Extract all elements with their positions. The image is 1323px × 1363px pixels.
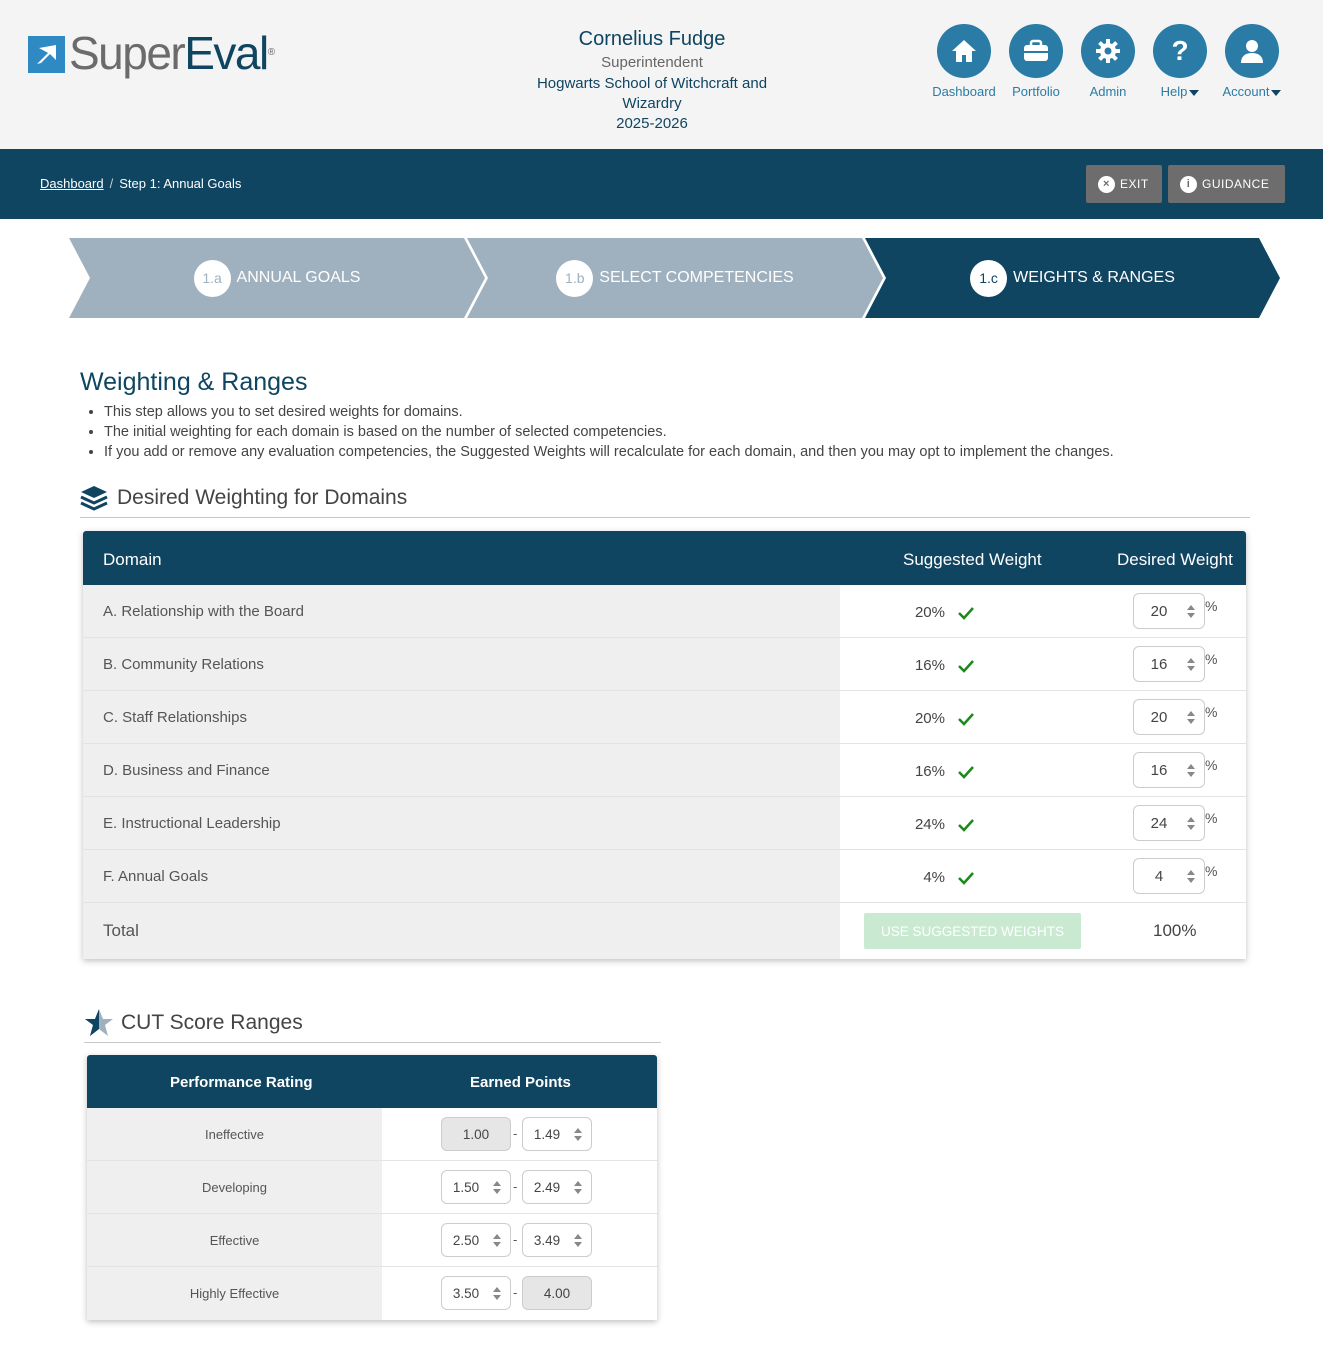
stepper-arrows-icon[interactable] (1184, 870, 1198, 883)
stepper-arrows-icon[interactable] (1184, 817, 1198, 830)
domain-weights-table (83, 531, 1246, 959)
step-wizard (69, 238, 1281, 318)
user-info (502, 26, 802, 134)
domain-name: F. Annual Goals (83, 850, 840, 902)
chevron-down-icon (1189, 90, 1199, 96)
percent-sign: % (1205, 598, 1218, 614)
nav-account[interactable]: Account (1216, 24, 1288, 99)
max-points-stepper[interactable]: 3.49 (522, 1223, 592, 1257)
total-value: 100% (1153, 921, 1197, 940)
check-icon (957, 871, 975, 885)
user-school: Hogwarts School of Witchcraft and (536, 75, 768, 92)
user-role: Superintendent (601, 54, 703, 71)
cut-heading: CUT Score Ranges (84, 1008, 303, 1037)
domain-name: D. Business and Finance (83, 744, 840, 796)
stepper-arrows-icon[interactable] (490, 1181, 504, 1194)
nav-admin[interactable]: Admin (1072, 24, 1144, 99)
max-points-stepper[interactable]: 2.49 (522, 1170, 592, 1204)
max-points-stepper: 4.00 (522, 1276, 592, 1310)
stepper-arrows-icon[interactable] (1184, 658, 1198, 671)
total-label: Total (83, 903, 840, 959)
breadcrumb-current: Step 1: Annual Goals (119, 176, 242, 191)
stepper-arrows-icon[interactable] (571, 1128, 585, 1141)
desired-weight-stepper[interactable]: 24 (1133, 805, 1205, 841)
nav-help[interactable]: ? Help (1144, 24, 1216, 99)
domain-name: A. Relationship with the Board (83, 585, 840, 637)
check-icon (957, 606, 975, 620)
table-header: Domain Suggested Weight Desired Weight (83, 531, 1246, 585)
percent-sign: % (1205, 757, 1218, 773)
total-row (83, 903, 1246, 959)
min-points-stepper[interactable]: 1.50 (441, 1170, 511, 1204)
table-row (83, 850, 1246, 903)
min-points-stepper[interactable]: 3.50 (441, 1276, 511, 1310)
top-header (0, 0, 1323, 149)
percent-sign: % (1205, 704, 1218, 720)
stepper-arrows-icon[interactable] (490, 1234, 504, 1247)
user-school-cont: Wizardry (622, 95, 682, 112)
suggested-weight: 16% (913, 657, 1033, 674)
step-badge: 1.a (194, 260, 231, 297)
min-points-stepper: 1.00 (441, 1117, 511, 1151)
logo-text: SuperEval® (69, 27, 274, 79)
close-icon: × (1098, 176, 1115, 193)
suggested-weight: 24% (913, 816, 1033, 833)
star-icon (84, 1008, 114, 1037)
desired-weight-stepper[interactable]: 16 (1133, 752, 1205, 788)
logo-arrow-icon (28, 36, 65, 73)
performance-rating: Ineffective (87, 1108, 382, 1160)
table-row (83, 585, 1246, 638)
table-row: Highly Effective 3.50 - 4.00 (87, 1267, 657, 1320)
school-year: 2025-2026 (616, 115, 688, 132)
step-weights-ranges[interactable]: 1.c WEIGHTS & RANGES (886, 238, 1259, 318)
domain-name: E. Instructional Leadership (83, 797, 840, 849)
chevron-down-icon (1271, 90, 1281, 96)
use-suggested-weights-button[interactable]: USE SUGGESTED WEIGHTS (864, 913, 1081, 949)
desired-weight-stepper[interactable]: 16 (1133, 646, 1205, 682)
check-icon (957, 765, 975, 779)
desired-weight-stepper[interactable]: 20 (1133, 699, 1205, 735)
top-nav (928, 24, 1288, 99)
stepper-arrows-icon[interactable] (1184, 764, 1198, 777)
step-badge: 1.c (970, 260, 1007, 297)
suggested-weight: 4% (913, 869, 1033, 886)
domain-name: B. Community Relations (83, 638, 840, 690)
check-icon (957, 659, 975, 673)
list-item: • If you add or remove any evaluation competencies, the Suggested Weights will recalculate for each domain, and then you may opt to implement the changes. (104, 442, 1114, 462)
divider (84, 1042, 661, 1043)
nav-portfolio[interactable]: Portfolio (1000, 24, 1072, 99)
desired-weight-stepper[interactable]: 20 (1133, 593, 1205, 629)
min-points-stepper[interactable]: 2.50 (441, 1223, 511, 1257)
superEval-logo[interactable] (28, 27, 274, 79)
desired-weight-stepper[interactable]: 4 (1133, 858, 1205, 894)
percent-sign: % (1205, 863, 1218, 879)
suggested-weight: 16% (913, 763, 1033, 780)
table-row: Ineffective 1.00 - 1.49 (87, 1108, 657, 1161)
check-icon (957, 712, 975, 726)
table-row (83, 638, 1246, 691)
stepper-arrows-icon[interactable] (1184, 711, 1198, 724)
table-row: Developing 1.50 - 2.49 (87, 1161, 657, 1214)
info-icon: i (1180, 176, 1197, 193)
step-annual-goals[interactable]: 1.a ANNUAL GOALS (90, 238, 464, 318)
table-row (83, 797, 1246, 850)
domains-heading: Desired Weighting for Domains (80, 484, 407, 512)
table-row (83, 691, 1246, 744)
stepper-arrows-icon[interactable] (571, 1234, 585, 1247)
table-row (83, 744, 1246, 797)
suggested-weight: 20% (913, 710, 1033, 727)
nav-dashboard[interactable]: Dashboard (928, 24, 1000, 99)
performance-rating: Developing (87, 1161, 382, 1213)
user-name: Cornelius Fudge (578, 28, 726, 50)
step-select-competencies[interactable]: 1.b SELECT COMPETENCIES (488, 238, 862, 318)
performance-rating: Effective (87, 1214, 382, 1266)
instructions-list (104, 402, 1114, 462)
list-item: • The initial weighting for each domain is based on the number of selected competencies. (104, 422, 1114, 442)
breadcrumb: Dashboard / Step 1: Annual Goals (40, 176, 242, 191)
stepper-arrows-icon[interactable] (1184, 605, 1198, 618)
gear-icon (1081, 24, 1135, 78)
user-icon (1225, 24, 1279, 78)
divider (80, 517, 1250, 518)
layers-icon (80, 484, 108, 512)
home-icon (937, 24, 991, 78)
domain-name: C. Staff Relationships (83, 691, 840, 743)
briefcase-icon (1009, 24, 1063, 78)
guidance-button[interactable]: i GUIDANCE (1168, 165, 1285, 203)
exit-button[interactable]: × EXIT (1086, 165, 1162, 203)
question-icon: ? (1153, 24, 1207, 78)
max-points-stepper[interactable]: 1.49 (522, 1117, 592, 1151)
table-row: Effective 2.50 - 3.49 (87, 1214, 657, 1267)
page-title: Weighting & Ranges (80, 368, 308, 396)
percent-sign: % (1205, 651, 1218, 667)
stepper-arrows-icon[interactable] (571, 1181, 585, 1194)
breadcrumb-dashboard-link[interactable]: Dashboard (40, 176, 104, 191)
suggested-weight: 20% (913, 604, 1033, 621)
table-header: Performance Rating Earned Points (87, 1055, 657, 1108)
list-item: • This step allows you to set desired weights for domains. (104, 402, 1114, 422)
breadcrumb-bar (0, 149, 1323, 219)
cut-score-table (87, 1055, 657, 1320)
percent-sign: % (1205, 810, 1218, 826)
stepper-arrows-icon[interactable] (490, 1287, 504, 1300)
performance-rating: Highly Effective (87, 1267, 382, 1320)
check-icon (957, 818, 975, 832)
step-badge: 1.b (556, 260, 593, 297)
